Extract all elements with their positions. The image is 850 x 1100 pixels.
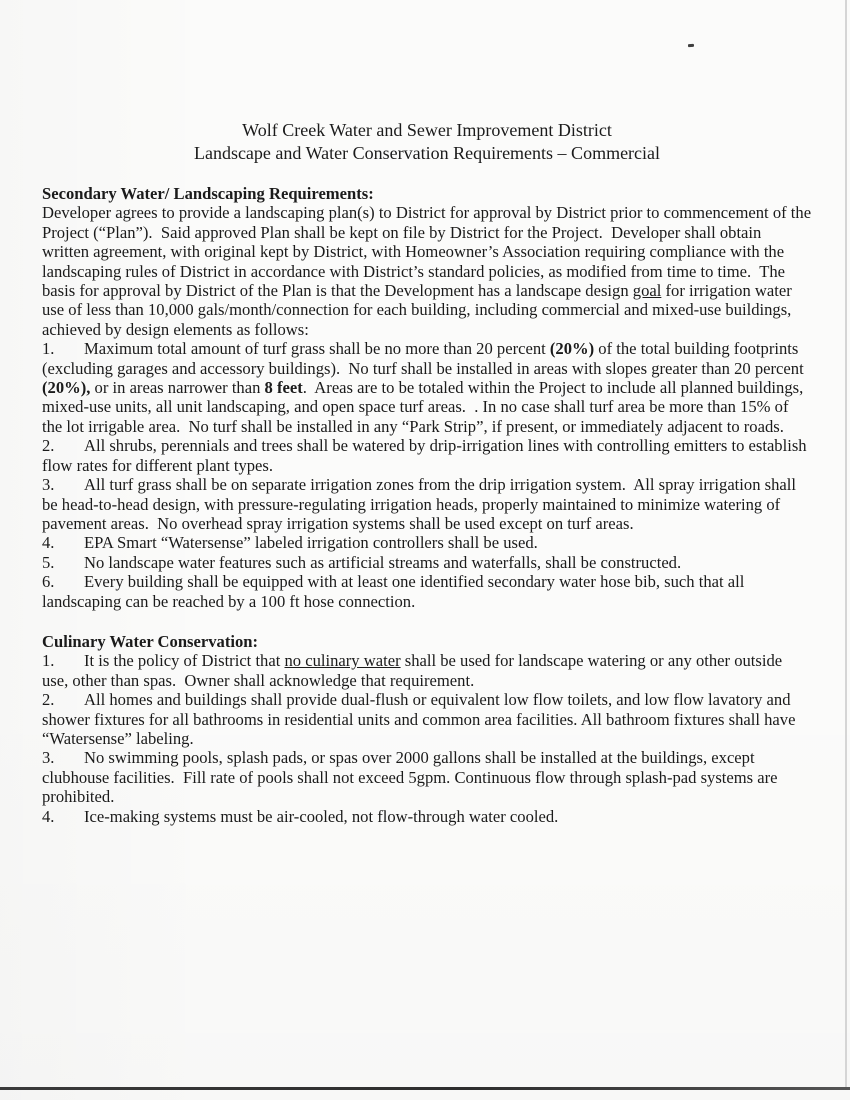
list-item-1 [42,339,812,436]
list-item-text: All shrubs, perennials and trees shall be watered by drip-irrigation lines with controlling emitters to establish flow rates for different plant types. [42,436,811,475]
list-item-text: Ice-making systems must be air-cooled, not flow-through water cooled. [84,806,559,826]
scan-edge-right [845,0,847,1088]
document-title-line1: Wolf Creek Water and Sewer Improvement District [242,120,612,140]
list-item-number: 5. [42,552,55,572]
section-heading-secondary-water: Secondary Water/ Landscaping Requirements: [42,184,374,203]
list-item-4 [42,807,812,826]
section-heading-culinary-water: Culinary Water Conservation: [42,631,259,651]
section-secondary-water [42,184,816,611]
list-item-number: 1. [42,651,55,671]
intro-paragraph: Developer agrees to provide a landscaping plan(s) to District for approval by District prior to commencement of the Project (“Plan”). Said approved Plan shall be kept on file by District for the Project. Developer shall obtain written agreement, with original kept by District, with Homeowner’s Association requiring compliance with the landscaping rules of District in accordance with District’s standard policies, as modified from time to time. The basis for approval by District of the Plan is that the Development has a landscape design goal for irrigation water use of less than 10,000 gals/month/connection for each building, including commercial and mixed-use buildings, achieved by design elements as follows: [42,203,816,339]
list-item-1 [42,651,812,690]
list-item-text: No swimming pools, splash pads, or spas over 2000 gallons shall be installed at the buildings, except clubhouse facilities. Fill rate of pools shall not exceed 5gpm. Continuous flow through splash-pad systems are prohibited. [42,748,782,807]
list-item-number: 3. [42,475,55,495]
list-item-4 [42,533,812,552]
list-item-2 [42,690,812,748]
list-item-number: 3. [42,748,55,768]
list-item-5 [42,553,812,572]
list-item-number: 2. [42,436,55,456]
page-title [42,119,812,165]
list-item-text: Maximum total amount of turf grass shall be no more than 20 percent (20%) of the total building footprints (excluding garages and accessory buildings). No turf shall be installed in areas with slopes greater than 20 percent (20%), or in areas narrower than 8 feet. Areas are to be totaled within the Project to include all planned buildings, mixed-use units, all unit landscaping, and open space turf areas. . In no case shall turf area be more than 15% of the lot irrigable area. No turf shall be installed in any “Park Strip”, if present, or immediately adjacent to roads. [42,339,808,436]
list-item-text: All homes and buildings shall provide dual-flush or equivalent low flow toilets, and low flow lavatory and shower fixtures for all bathrooms in residential units and common area facilities. All bathroom fixtures shall have “Watersense” labeling. [42,690,800,748]
list-item-number: 2. [42,690,55,710]
list-item-text: It is the policy of District that no culinary water shall be used for landscape watering or any other outside use, other than spas. Owner shall acknowledge that requirement. [42,651,787,690]
document-title-line2: Landscape and Water Conservation Requirements – Commercial [193,143,661,163]
list-item-number: 1. [42,339,55,359]
list-item-text: Every building shall be equipped with at least one identified secondary water hose bib, such that all landscaping can be reached by a 100 ft hose connection. [42,572,749,611]
list-item-text: No landscape water features such as artificial streams and waterfalls, shall be constructed. [84,552,682,572]
list-item-number: 6. [42,572,55,592]
list-item-6 [42,572,812,611]
scan-edge-bottom [0,1087,850,1090]
document-content [42,0,816,826]
section-culinary-water [42,632,812,826]
list-item-text: All turf grass shall be on separate irrigation zones from the drip irrigation system. All spray irrigation shall be head-to-head design, with pressure-regulating irrigation heads, properly maintained to minimize watering of pavement areas. No overhead spray irrigation systems shall be used except on turf areas. [42,475,801,533]
list-item-3 [42,748,812,806]
list-item-3 [42,475,812,533]
list-item-number: 4. [42,533,55,553]
list-item-text: EPA Smart “Watersense” labeled irrigation controllers shall be used. [84,533,538,553]
list-item-number: 4. [42,806,55,826]
list-item-2 [42,436,812,475]
